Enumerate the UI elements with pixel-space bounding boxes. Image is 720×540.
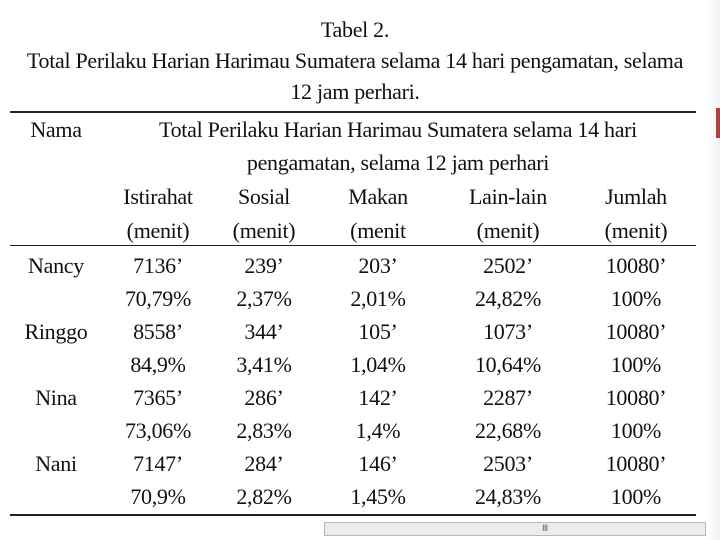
percent-cell: 70,79% (124, 286, 192, 311)
percent-cell: 24,82% (474, 286, 542, 311)
column-header-unit: (menit) (604, 218, 668, 243)
minutes-cell: 203’ (358, 253, 398, 278)
minutes-cell: 146’ (358, 451, 398, 476)
horizontal-scrollbar[interactable] (324, 522, 706, 536)
row-name: Nina (35, 385, 77, 410)
percent-cell: 73,06% (124, 418, 192, 443)
minutes-cell: 2503’ (483, 451, 533, 476)
minutes-cell: 239’ (244, 253, 284, 278)
minutes-cell: 344’ (244, 319, 284, 344)
percent-cell: 1,45% (350, 484, 406, 509)
column-header-label: Istirahat (123, 184, 193, 209)
minutes-cell: 142’ (358, 385, 398, 410)
percent-cell: 10,64% (474, 352, 542, 377)
minutes-cell: 2502’ (483, 253, 533, 278)
minutes-cell: 284’ (244, 451, 284, 476)
group-header-line-2: pengamatan, selama 12 jam perhari (246, 150, 550, 175)
percent-cell: 2,01% (350, 286, 406, 311)
group-header-line-1: Total Perilaku Harian Harimau Sumatera selama 14 hari (159, 117, 637, 142)
percent-cell: 2,82% (236, 484, 292, 509)
table-caption (0, 14, 710, 107)
column-header-unit: (menit) (126, 218, 190, 243)
minutes-cell: 10080’ (605, 319, 667, 344)
percent-cell: 100% (610, 286, 662, 311)
percent-cell: 22,68% (474, 418, 542, 443)
caption-line-1: Tabel 2. (320, 17, 390, 42)
minutes-cell: 286’ (244, 385, 284, 410)
column-header-nama: Nama (30, 117, 82, 142)
column-header-unit: (menit) (232, 218, 296, 243)
percent-cell: 70,9% (130, 484, 186, 509)
bottom-rule (10, 514, 696, 516)
scroll-grip-icon[interactable]: Ⅲ (542, 524, 549, 534)
row-name: Nancy (28, 253, 84, 278)
minutes-cell: 7147’ (133, 451, 183, 476)
minutes-cell: 2287’ (483, 385, 533, 410)
percent-cell: 1,04% (350, 352, 406, 377)
window-edge (708, 0, 720, 540)
column-header-label: Sosial (238, 184, 290, 209)
caption-line-3: 12 jam perhari. (290, 79, 420, 104)
minutes-cell: 8558’ (133, 319, 183, 344)
column-header-label: Jumlah (605, 184, 667, 209)
window-edge-mark (716, 108, 720, 138)
column-header-label: Lain-lain (469, 184, 547, 209)
minutes-cell: 105’ (358, 319, 398, 344)
percent-cell: 2,37% (236, 286, 292, 311)
percent-cell: 3,41% (236, 352, 292, 377)
row-name: Ringgo (24, 319, 88, 344)
minutes-cell: 10080’ (605, 385, 667, 410)
percent-cell: 2,83% (236, 418, 292, 443)
minutes-cell: 10080’ (605, 253, 667, 278)
row-name: Nani (35, 451, 77, 476)
header-rule (10, 245, 696, 246)
column-header-unit: (menit) (476, 218, 540, 243)
minutes-cell: 1073’ (483, 319, 533, 344)
percent-cell: 24,83% (474, 484, 542, 509)
minutes-cell: 7136’ (133, 253, 183, 278)
percent-cell: 84,9% (130, 352, 186, 377)
percent-cell: 100% (610, 418, 662, 443)
minutes-cell: 10080’ (605, 451, 667, 476)
percent-cell: 100% (610, 352, 662, 377)
minutes-cell: 7365’ (133, 385, 183, 410)
percent-cell: 1,4% (355, 418, 401, 443)
column-header-unit: (menit (350, 218, 406, 243)
top-rule (10, 111, 696, 113)
column-header-label: Makan (348, 184, 408, 209)
caption-line-2: Total Perilaku Harian Harimau Sumatera selama 14 hari pengamatan, selama (26, 48, 684, 73)
percent-cell: 100% (610, 484, 662, 509)
